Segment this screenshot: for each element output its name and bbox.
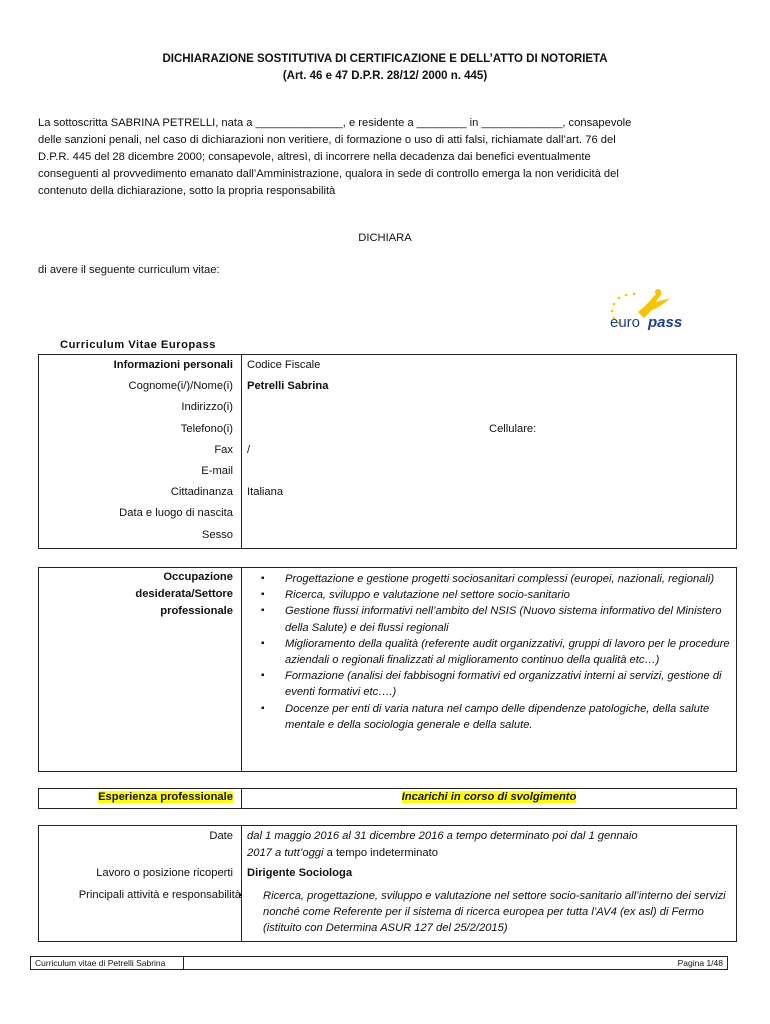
personal-info-header-label: Informazioni personali	[113, 359, 233, 371]
logo-text-pass: pass	[648, 314, 683, 331]
experience-header-label-cell	[39, 791, 233, 807]
experience-header-label: Esperienza professionale	[98, 791, 233, 803]
intro-paragraph	[38, 115, 738, 200]
activities-list	[239, 888, 733, 937]
cv-intro-text: di avere il seguente curriculum vitae:	[38, 264, 220, 276]
list-item: ▪ Gestione flussi informativi nell’ambito del NSIS (Nuovo sistema informativo del Ministero della Salute) e dei flussi regionali	[261, 603, 731, 635]
list-item: ▪ Progettazione e gestione progetti sociosanitari complessi (europei, nazionali, regionali)	[261, 571, 731, 587]
intro-line: contenuto della dichiarazione, sotto la propria responsabilità	[38, 185, 336, 197]
tax-code-label: Codice Fiscale	[247, 359, 321, 371]
fax-value: /	[247, 444, 251, 456]
date-label: Date	[209, 830, 233, 842]
address-label: Indirizzo(i)	[181, 401, 233, 413]
document-title: DICHIARAZIONE SOSTITUTIVA DI CERTIFICAZIONE E DELL’ATTO DI NOTORIETA	[162, 53, 608, 65]
list-item: ▪ Ricerca, sviluppo e valutazione nel settore socio-sanitario	[261, 587, 731, 603]
experience-header-value: Incarichi in corso di svolgimento	[401, 791, 577, 803]
occupation-list	[261, 571, 731, 733]
phone-label: Telefono(i)	[180, 423, 233, 435]
role-value: Dirigente Sociologa	[247, 867, 353, 879]
list-item: ▪ Miglioramento della qualità (referente audit organizzativi, gruppi di lavoro per le procedure aziendali o regionali finalizzati al miglioramento continuo della qualità etc…)	[261, 636, 731, 668]
citizenship-value: Italiana	[247, 486, 284, 498]
dichiara-heading: DICHIARA	[358, 232, 412, 244]
intro-line: La sottoscritta SABRINA PETRELLI, nata a ______________, e residente a ________ in _____________, consapevole	[38, 117, 632, 129]
email-label: E-mail	[201, 465, 233, 477]
page-number: Pagina 1/48	[677, 958, 723, 968]
experience-header-table	[38, 788, 737, 809]
date-value-line1: dal 1 maggio 2016 al 31 dicembre 2016 a tempo determinato poi dal 1 gennaio	[247, 830, 638, 842]
experience-labels	[39, 830, 241, 910]
occupation-label	[39, 571, 233, 631]
list-item: ▪ Docenze per enti di varia natura nel campo delle dipendenze patologiche, della salute mentale e della sociologia generale e della salute.	[261, 701, 731, 733]
intro-line: D.P.R. 445 del 28 dicembre 2000; consapevole, altresì, di incorrere nella decadenza dai benefici eventualmente	[38, 151, 591, 163]
table-divider	[241, 355, 242, 548]
surname-value: Petrelli Sabrina	[247, 380, 329, 392]
occupation-label-line: professionale	[160, 605, 233, 617]
personal-labels	[39, 359, 233, 545]
document-subtitle: (Art. 46 e 47 D.P.R. 28/12/ 2000 n. 445)	[282, 70, 488, 82]
europass-logo	[604, 288, 704, 334]
surname-label: Cognome(i/)/Nome(i)	[128, 380, 233, 392]
birth-label: Data e luogo di nascita	[119, 507, 233, 519]
list-item: ▪ Formazione (analisi dei fabbisogni formativi ed organizzativi interni ai servizi, gestione di eventi formativi etc….)	[261, 668, 731, 700]
occupation-label-line: Occupazione	[163, 571, 233, 583]
fax-label: Fax	[214, 444, 233, 456]
occupation-table	[38, 567, 737, 772]
table-divider	[241, 568, 242, 771]
date-value-line2-start: 2017 a tutt’oggi	[247, 847, 324, 859]
date-value-line2	[247, 847, 438, 859]
intro-line: delle sanzioni penali, nel caso di dichiarazioni non veritiere, di formazione o uso di atti falsi, richiamate dall’art. 76 del	[38, 134, 616, 146]
footer-left: Curriculum vitae di Petrelli Sabrina	[35, 958, 166, 968]
occupation-label-line: desiderata/Settore	[135, 588, 233, 600]
page-footer	[30, 956, 728, 970]
role-label: Lavoro o posizione ricoperti	[96, 867, 233, 879]
footer-divider	[183, 957, 184, 969]
list-item: ▪ Ricerca, progettazione, sviluppo e valutazione nel settore socio-sanitario all’interno dei servizi nonché come Referente per il sistema di ricerca europea per tutta l’AV4 (ex asl) di Fermo (istituito con Determina ASUR 127 del 25/2/2015)	[239, 888, 733, 937]
europass-star-icon	[604, 288, 704, 334]
cv-title: Curriculum Vitae Europass	[60, 339, 216, 351]
mobile-label: Cellulare:	[489, 423, 537, 435]
date-value-line2-end: a tempo indeterminato	[323, 847, 438, 859]
personal-info-table	[38, 354, 737, 549]
logo-text-euro: euro	[610, 314, 641, 331]
activities-label: Principali attività e responsabilità	[78, 889, 241, 901]
sex-label: Sesso	[201, 529, 233, 541]
experience-table	[38, 825, 737, 942]
intro-line: conseguenti al provvedimento emanato dall’Amministrazione, qualora in sede di controllo emerga la non veridicità del	[38, 168, 619, 180]
citizenship-label: Cittadinanza	[170, 486, 233, 498]
